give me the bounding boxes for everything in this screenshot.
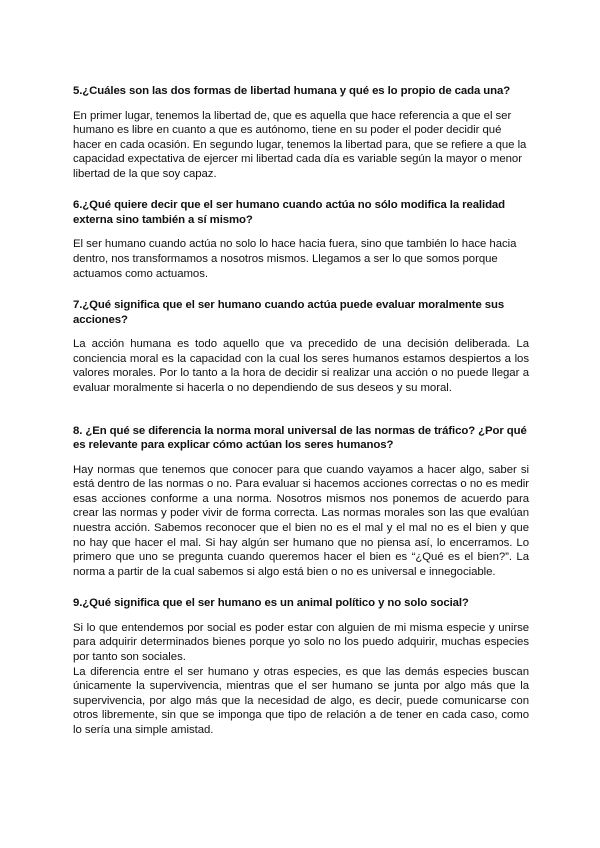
section-7	[73, 298, 529, 395]
document-page	[73, 84, 529, 755]
answer-paragraph: La acción humana es todo aquello que va precedido de una decisión deliberada. La conciencia moral es la capacidad con la cual los seres humanos estamos despiertos a los valores morales. Por lo tanto a la hora de decidir si realizar una acción o no puede llegar a evaluar moralmente si hacerla o no dependiendo de sus deseos y su moral.	[73, 338, 529, 395]
question-heading: 6.¿Qué quiere decir que el ser humano cuando actúa no sólo modifica la realidad externa sino también a sí mismo?	[73, 199, 506, 226]
question-heading: 8. ¿En qué se diferencia la norma moral universal de las normas de tráfico? ¿Por qué es relevante para explicar cómo actúan los seres humanos?	[73, 424, 527, 452]
section-6	[73, 198, 529, 281]
question-heading: 5.¿Cuáles son las dos formas de libertad humana y qué es lo propio de cada una?	[73, 85, 511, 97]
question-heading: 9.¿Qué significa que el ser humano es un animal político y no solo social?	[73, 597, 469, 610]
question-heading: 7.¿Qué significa que el ser humano cuando actúa puede evaluar moralmente sus acciones?	[73, 299, 505, 326]
answer-paragraph: El ser humano cuando actúa no solo lo hace hacia fuera, sino que también lo hace hacia dentro, nos transformamos a nosotros mismos. Llegamos a ser lo que somos porque actuamos como actuamos.	[73, 238, 517, 280]
section-5	[73, 84, 529, 181]
section-9	[73, 596, 529, 737]
answer-paragraph: En primer lugar, tenemos la libertad de, que es aquella que hace referencia a que el ser humano es libre en cuanto a que es autónomo, tiene en su poder el poder decidir qué hacer en cada ocasión. En segundo lugar, tenemos la libertad para, que se refiere a que la capacidad expectativa de ejercer mi libertad cada día es variable según la mayor o menor libertad de la que soy capaz.	[73, 109, 527, 180]
answer-paragraph: Hay normas que tenemos que conocer para que cuando vayamos a hacer algo, saber si está dentro de las normas o no. Para evaluar si hacemos acciones correctas o no es medir esas acciones conforme a una norma. Nosotros mismos nos ponemos de acuerdo para crear las normas y poder vivir de forma correcta. Las normas morales son las que evalúan nuestra acción. Sabemos reconocer que el bien no es el mal y el mal no es el bien y que no hay que hacer el mal. Si hay algún ser humano que no piensa así, lo encerramos. Lo primero que uno se pregunta cuando queremos hacer el bien es “¿Qué es el bien?”. La norma a partir de la cual sabemos si algo está bien o no es universal e innegociable.	[73, 463, 529, 578]
section-8	[73, 424, 529, 580]
answer-paragraph: Si lo que entendemos por social es poder estar con alguien de mi misma especie y unirse para adquirir determinados bienes porque yo solo no los puedo adquirir, muchas especies por tanto son sociales.	[73, 621, 529, 664]
answer-paragraph: La diferencia entre el ser humano y otras especies, es que las demás especies buscan únicamente la supervivencia, mientras que el ser humano se junta por algo más que la supervivencia, por algo más que la necesidad de algo, es decir, puede comunicarse con otros libremente, sin que se imponga que tipo de relación a de tener en cada caso, como lo sería una simple amistad.	[73, 665, 529, 737]
